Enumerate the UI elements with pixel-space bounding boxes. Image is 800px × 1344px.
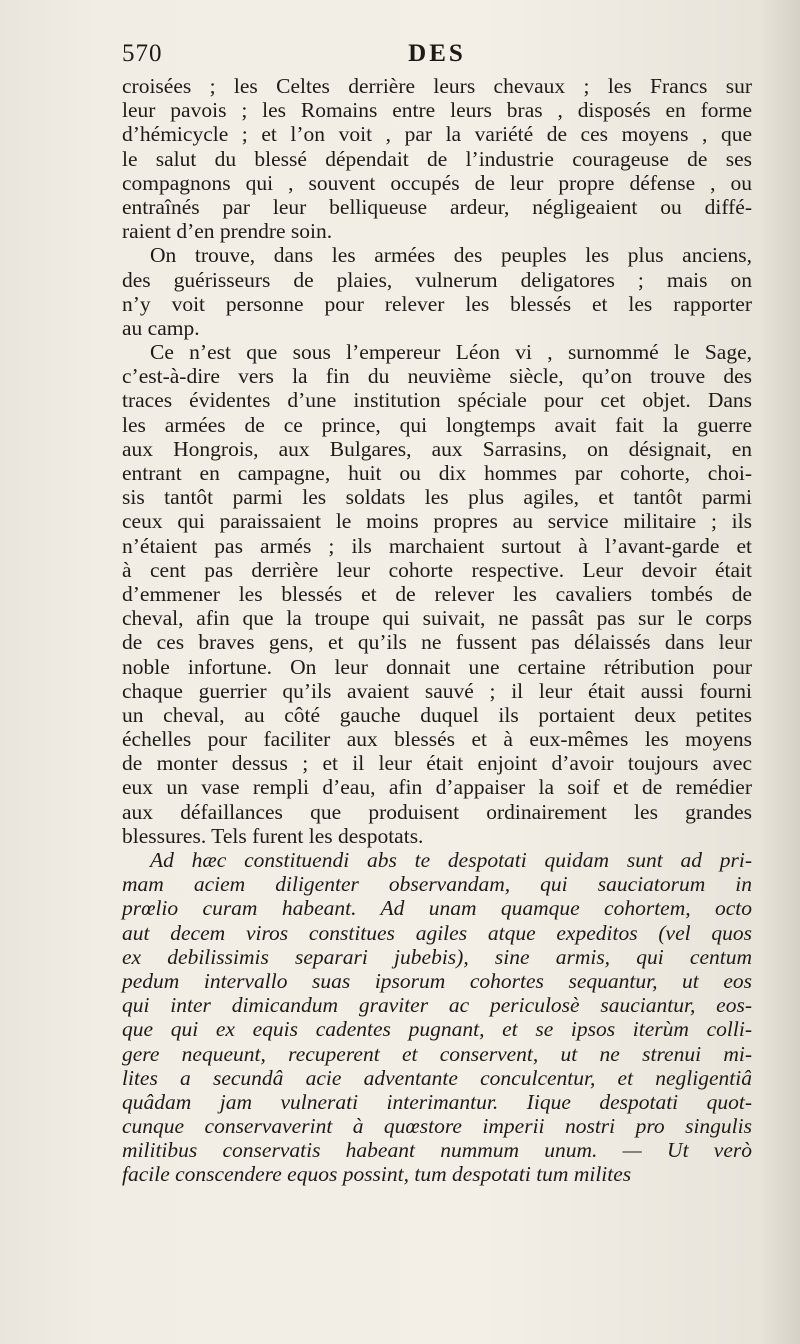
text-line: d’hémicycle ; et l’on voit , par la variété de ces moyens , que: [122, 122, 752, 147]
text-line: le salut du blessé dépendait de l’industrie courageuse de ses: [122, 146, 752, 171]
text-line: de monter dessus ; et il leur était enjoint d’avoir toujours avec: [122, 751, 752, 776]
page-number: 570: [122, 40, 163, 67]
text-line: chaque guerrier qu’ils avaient sauvé ; il leur était aussi fourni: [122, 678, 752, 703]
text-line: n’y voit personne pour relever les blessés et les rapporter: [122, 291, 752, 316]
text-line: des guérisseurs de plaies, vulnerum deligatores ; mais on: [122, 267, 752, 292]
text-line: ceux qui paraissaient le moins propres au service militaire ; ils: [122, 509, 752, 534]
text-line: c’est-à-dire vers la fin du neuvième siècle, qu’on trouve des: [122, 364, 752, 389]
text-line: gere nequeunt, recuperent et conservent, ut ne strenui mi-: [122, 1041, 752, 1066]
text-line: cheval, afin que la troupe qui suivait, ne passât pas sur le corps: [122, 606, 752, 631]
text-line: qui inter dimicandum graviter ac periculosè sauciantur, eos-: [122, 993, 752, 1018]
text-line: lites a secundâ acie adventante conculcentur, et negligentiâ: [122, 1065, 752, 1090]
text-line: militibus conservatis habeant nummum unum. — Ut verò: [122, 1138, 752, 1163]
text-line: d’emmener les blessés et de relever les cavaliers tombés de: [122, 581, 752, 606]
text-line: prœlio curam habeant. Ad unam quamque cohortem, octo: [122, 896, 752, 921]
text-line: croisées ; les Celtes derrière leurs chevaux ; les Francs sur: [122, 74, 752, 98]
text-line: facile conscendere equos possint, tum despotati tum milites: [122, 1162, 632, 1187]
text-line: échelles pour faciliter aux blessés et à eux-mêmes les moyens: [122, 727, 752, 752]
text-line: eux un vase rempli d’eau, afin d’appaiser la soif et de remédier: [122, 775, 752, 800]
text-line: entraînés par leur belliqueuse ardeur, négligeaient ou diffé-: [122, 194, 752, 219]
text-line: n’étaient pas armés ; ils marchaient surtout à l’avant-garde et: [122, 533, 752, 558]
text-line: un cheval, au côté gauche duquel ils portaient deux petites: [122, 702, 752, 727]
text-line: entrant en campagne, huit ou dix hommes par cohorte, choi-: [122, 461, 752, 485]
paragraph: [122, 340, 752, 848]
gutter-shadow: [760, 0, 800, 1344]
paragraph: [122, 243, 752, 340]
text-line: quâdam jam vulnerati interimantur. Iique despotati quot-: [122, 1089, 752, 1114]
text-line: blessures. Tels furent les despotats.: [122, 823, 424, 848]
text-line: Ad hæc constituendi abs te despotati quidam sunt ad pri-: [150, 848, 752, 872]
text-line: ex debilissimis separari jubebis), sine armis, qui centum: [122, 944, 752, 969]
page-header: [122, 40, 752, 74]
text-line: noble infortune. On leur donnait une certaine rétribution pour: [122, 654, 752, 679]
running-head: DES: [408, 40, 466, 67]
body-text: [122, 74, 752, 1187]
text-line: traces évidentes d’une institution spéciale pour cet objet. Dans: [122, 388, 752, 413]
text-line: aux Hongrois, aux Bulgares, aux Sarrasins, on désignait, en: [122, 436, 752, 461]
text-line: leur pavois ; les Romains entre leurs bras , disposés en forme: [122, 98, 752, 123]
text-line: pedum intervallo suas ipsorum cohortes sequantur, ut eos: [122, 968, 752, 993]
text-line: que qui ex equis cadentes pugnant, et se ipsos iterùm colli-: [122, 1017, 752, 1042]
text-line: cunque conservaverint à quœstore imperii nostri pro singulis: [122, 1114, 752, 1139]
text-line: sis tantôt parmi les soldats les plus agiles, et tantôt parmi: [122, 485, 752, 510]
text-line: à cent pas derrière leur cohorte respective. Leur devoir était: [122, 557, 752, 582]
text-line: de ces braves gens, et qu’ils ne fussent pas délaissés dans leur: [122, 630, 752, 655]
paragraph: [122, 74, 752, 243]
text-line: raient d’en prendre soin.: [122, 219, 333, 244]
text-line: On trouve, dans les armées des peuples les plus anciens,: [150, 243, 752, 268]
text-line: au camp.: [122, 315, 200, 340]
latin-quotation: [122, 848, 752, 1187]
text-line: mam aciem diligenter observandam, qui sauciatorum in: [122, 872, 752, 897]
text-line: compagnons qui , souvent occupés de leur propre défense , ou: [122, 170, 752, 195]
text-line: aux défaillances que produisent ordinairement les grandes: [122, 799, 752, 824]
text-line: Ce n’est que sous l’empereur Léon vi , surnommé le Sage,: [150, 340, 752, 365]
text-line: les armées de ce prince, qui longtemps avait fait la guerre: [122, 412, 752, 437]
text-line: aut decem viros constitues agiles atque expeditos (vel quos: [122, 920, 752, 945]
